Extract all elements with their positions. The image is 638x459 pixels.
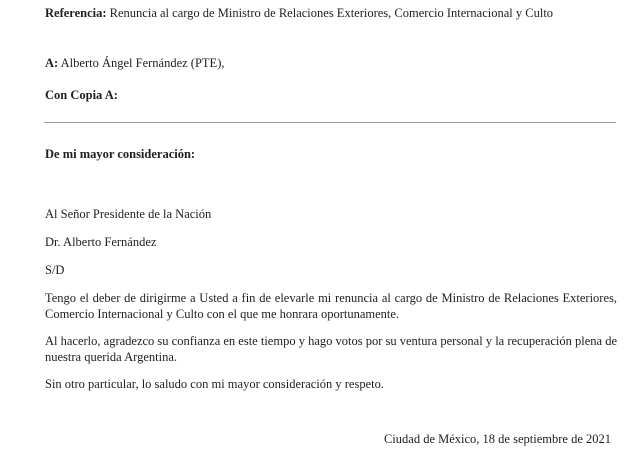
paragraph-2: Al hacerlo, agradezco su confianza en este tiempo y hago votos por su ventura personal y la recuperación plena de nuestra querida Argentina. [45, 334, 617, 364]
place-date: Ciudad de México, 18 de septiembre de 2021 [383, 432, 611, 446]
reference-text: Renuncia al cargo de Ministro de Relaciones Exteriores, Comercio Internacional y Culto [109, 6, 554, 20]
recipient-label: A: [45, 56, 59, 70]
reference-line [45, 5, 553, 21]
recipient-line [45, 55, 224, 71]
divider [44, 122, 616, 123]
cc-label: Con Copia A: [45, 88, 118, 102]
recipient-text: Alberto Ángel Fernández (PTE), [60, 56, 225, 70]
paragraph-1: Tengo el deber de dirigirme a Usted a fin de elevarle mi renuncia al cargo de Ministro de Relaciones Exteriores, Comercio Internacional y Culto con el que me honrara oportunamente. [45, 291, 617, 321]
greeting: De mi mayor consideración: [45, 147, 196, 161]
addressee-line-1: Al Señor Presidente de la Nación [45, 207, 212, 221]
addressee-line-3: S/D [45, 263, 65, 277]
addressee-line-2: Dr. Alberto Fernández [45, 235, 157, 249]
reference-label: Referencia: [45, 6, 107, 20]
paragraph-3: Sin otro particular, lo saludo con mi mayor consideración y respeto. [45, 377, 384, 391]
